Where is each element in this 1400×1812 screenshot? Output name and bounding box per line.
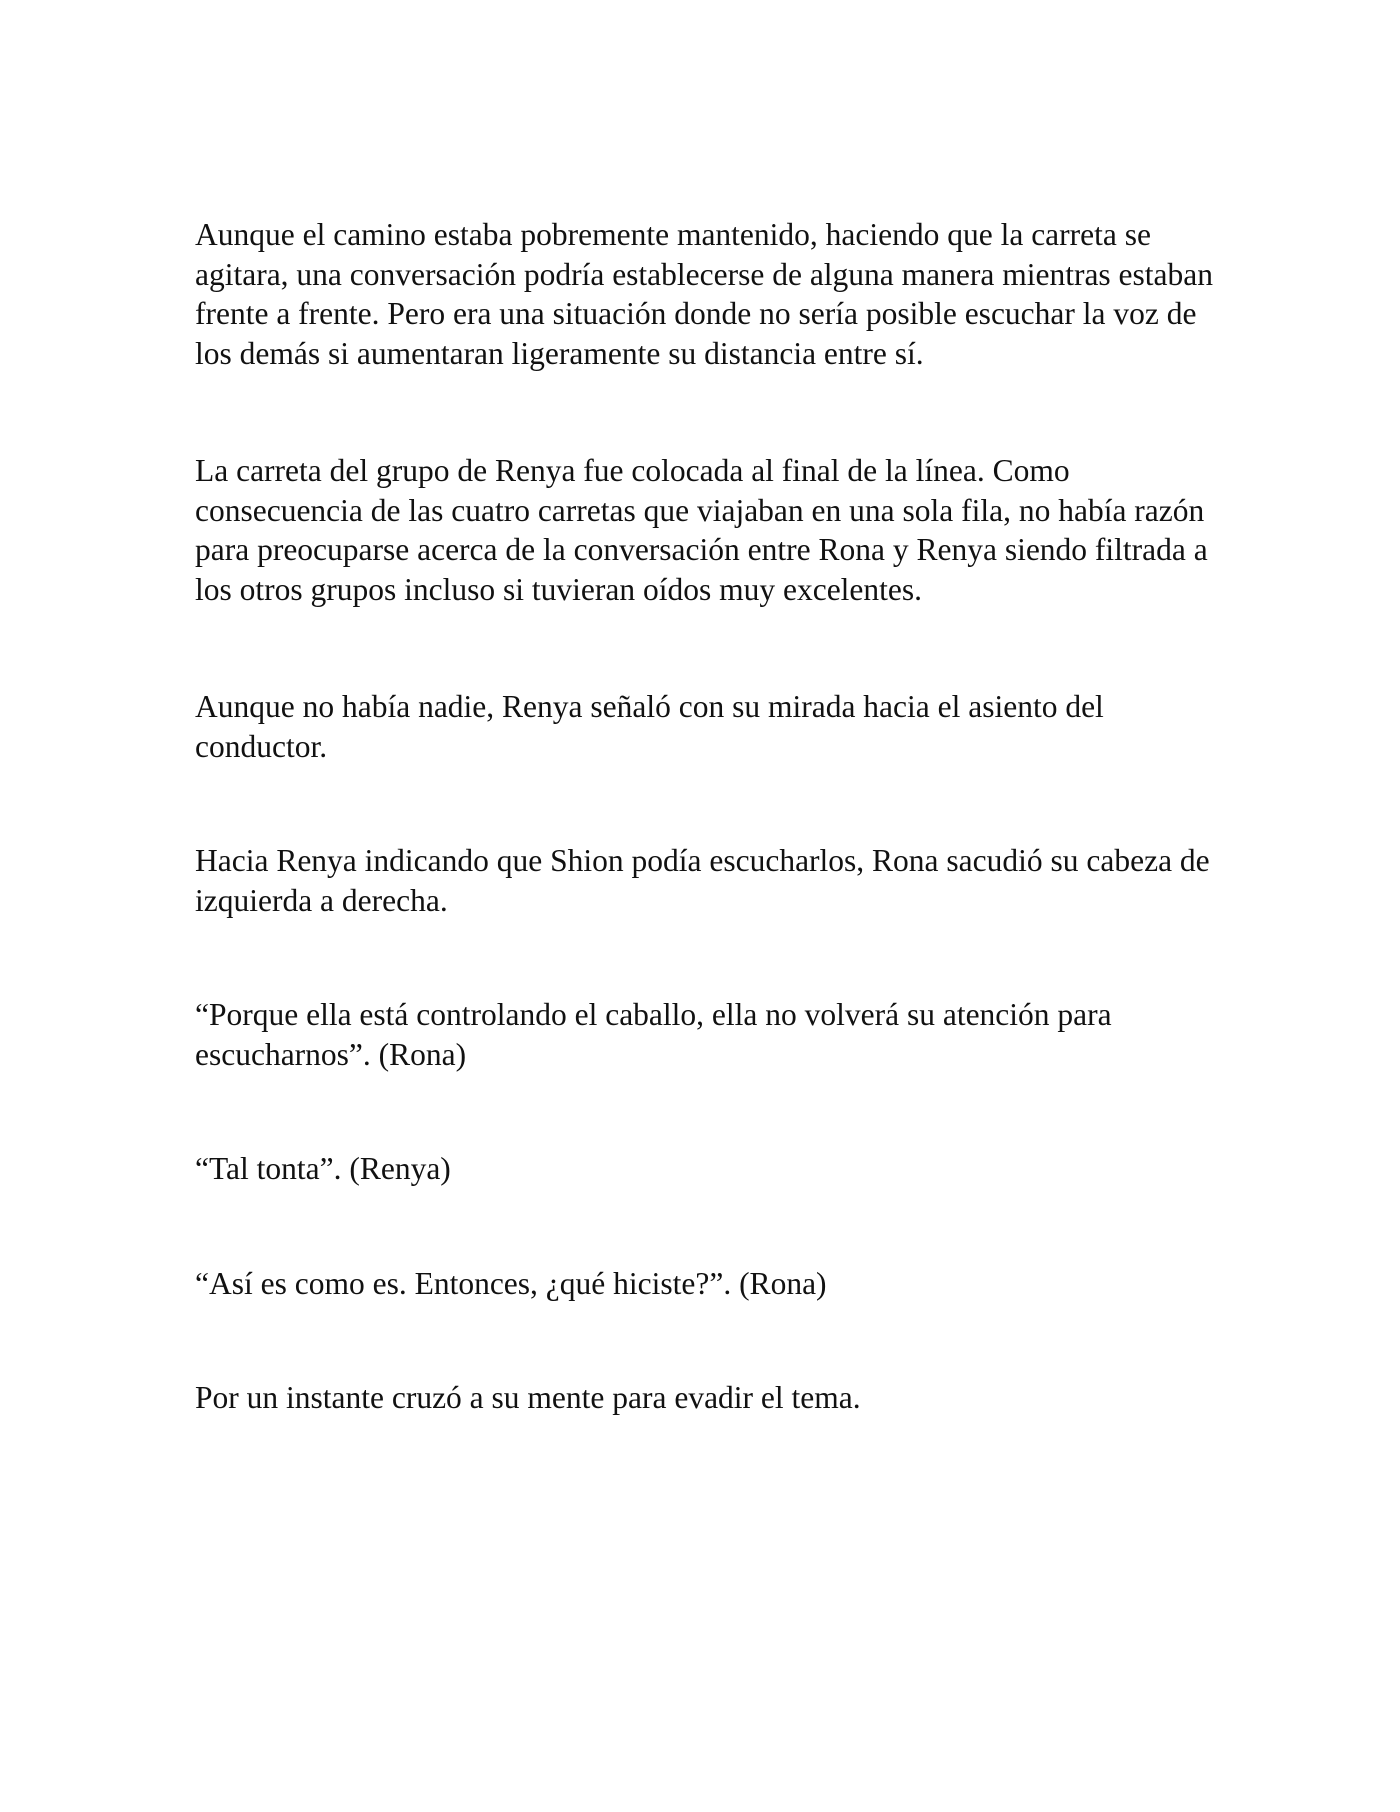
paragraph-1: Aunque el camino estaba pobremente mantenido, haciendo que la carreta se agitara, una conversación podría establecerse de alguna manera mientras estaban frente a frente. Pero era una situación donde no sería posible escuchar la voz de los demás si aumentaran ligeramente su distancia entre sí. <box>195 217 1214 371</box>
paragraph-2: La carreta del grupo de Renya fue colocada al final de la línea. Como consecuencia de las cuatro carretas que viajaban en una sola fila, no había razón para preocuparse acerca de la conversación entre Rona y Renya siendo filtrada a los otros grupos incluso si tuvieran oídos muy excelentes. <box>195 453 1208 607</box>
paragraph-4: Hacia Renya indicando que Shion podía escucharlos, Rona sacudió su cabeza de izquierda a derecha. <box>195 843 1210 918</box>
document-body <box>195 215 1215 1418</box>
paragraph-final: Por un instante cruzó a su mente para evadir el tema. <box>195 1380 861 1415</box>
dialogue-rona-1: “Porque ella está controlando el caballo, ella no volverá su atención para escucharnos”. (Rona) <box>195 997 1112 1072</box>
dialogue-renya-1: “Tal tonta”. (Renya) <box>195 1151 451 1186</box>
paragraph-3: Aunque no había nadie, Renya señaló con su mirada hacia el asiento del conductor. <box>195 689 1104 764</box>
dialogue-rona-2: “Así es como es. Entonces, ¿qué hiciste?”. (Rona) <box>195 1265 827 1301</box>
